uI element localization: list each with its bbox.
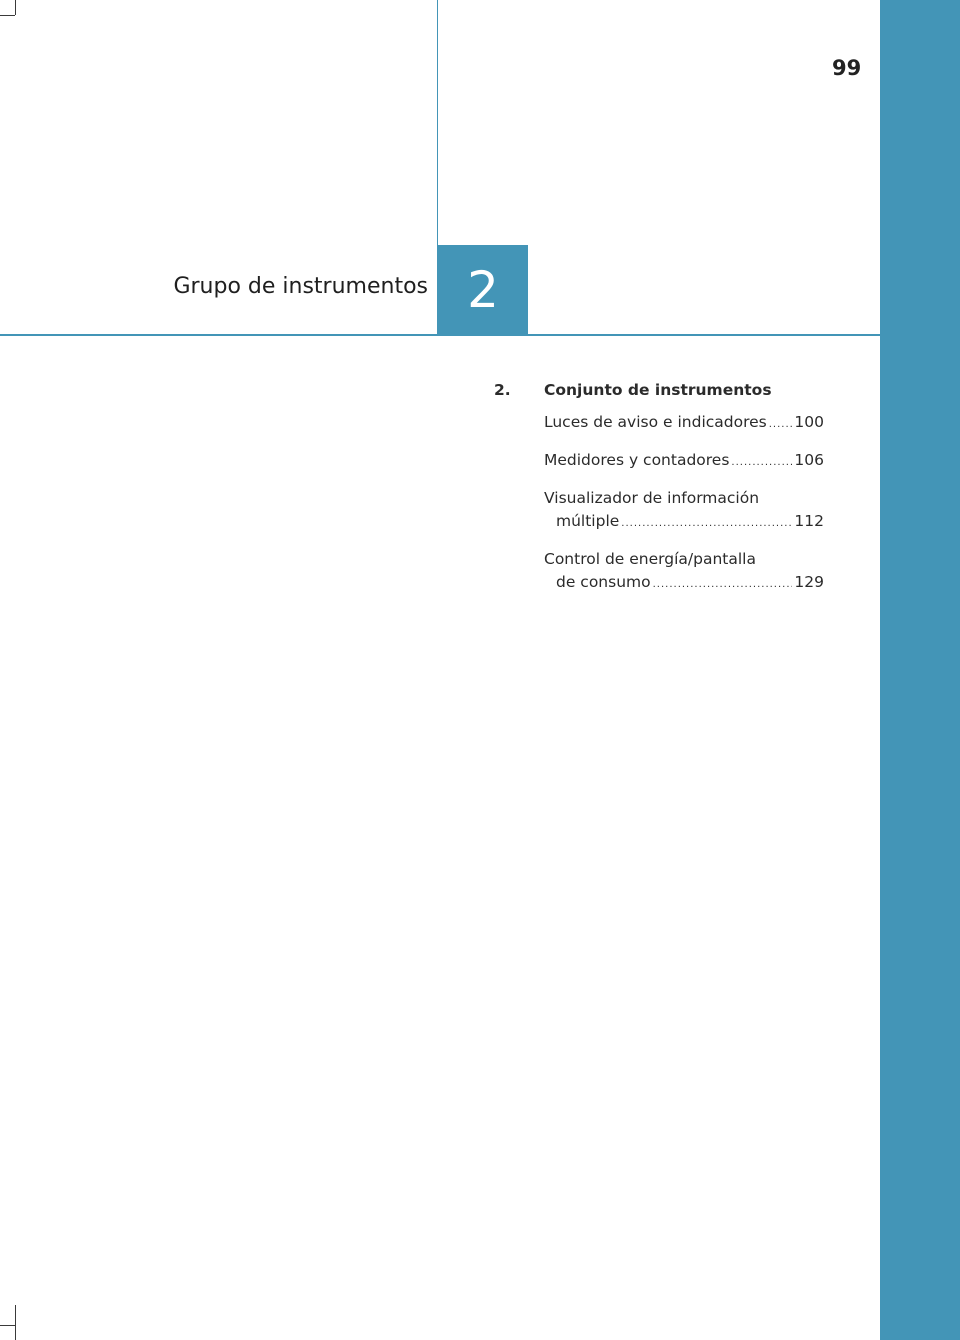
- crop-mark: [15, 1305, 16, 1340]
- toc-section-number: 2.: [494, 381, 511, 399]
- chapter-title: Grupo de instrumentos: [173, 274, 428, 299]
- toc-entry[interactable]: [544, 487, 824, 535]
- toc-leader-dots: [653, 573, 793, 596]
- crop-mark: [0, 15, 15, 16]
- toc-entry[interactable]: [544, 411, 824, 436]
- toc-entry-page: 106: [794, 451, 824, 469]
- page-number: 99: [832, 56, 862, 80]
- toc-entry-page: 100: [794, 413, 824, 431]
- toc-entry[interactable]: [544, 548, 824, 596]
- toc-entry-label: Medidores y contadores: [544, 451, 730, 469]
- crop-mark: [0, 1325, 15, 1326]
- toc-section-title: Conjunto de instrumentos: [544, 381, 772, 399]
- toc-leader-dots: [769, 413, 793, 436]
- chapter-side-band: [880, 0, 960, 1340]
- table-of-contents: [494, 381, 824, 609]
- chapter-number-tab: 2: [438, 245, 528, 335]
- toc-entry-label-line1: Control de energía/pantalla: [544, 550, 756, 568]
- toc-leader-dots: [621, 512, 792, 535]
- toc-entry-label: múltiple: [556, 512, 620, 530]
- crop-mark: [15, 0, 16, 15]
- toc-entry-label: Luces de aviso e indicadores: [544, 413, 767, 431]
- toc-entry-label: de consumo: [556, 573, 651, 591]
- toc-entry-label-line1: Visualizador de información: [544, 489, 760, 507]
- toc-entry-page: 129: [794, 573, 824, 591]
- toc-entry-page: 112: [794, 512, 824, 530]
- toc-section-heading: [494, 381, 824, 399]
- toc-leader-dots: [731, 451, 792, 474]
- toc-entry[interactable]: [544, 449, 824, 474]
